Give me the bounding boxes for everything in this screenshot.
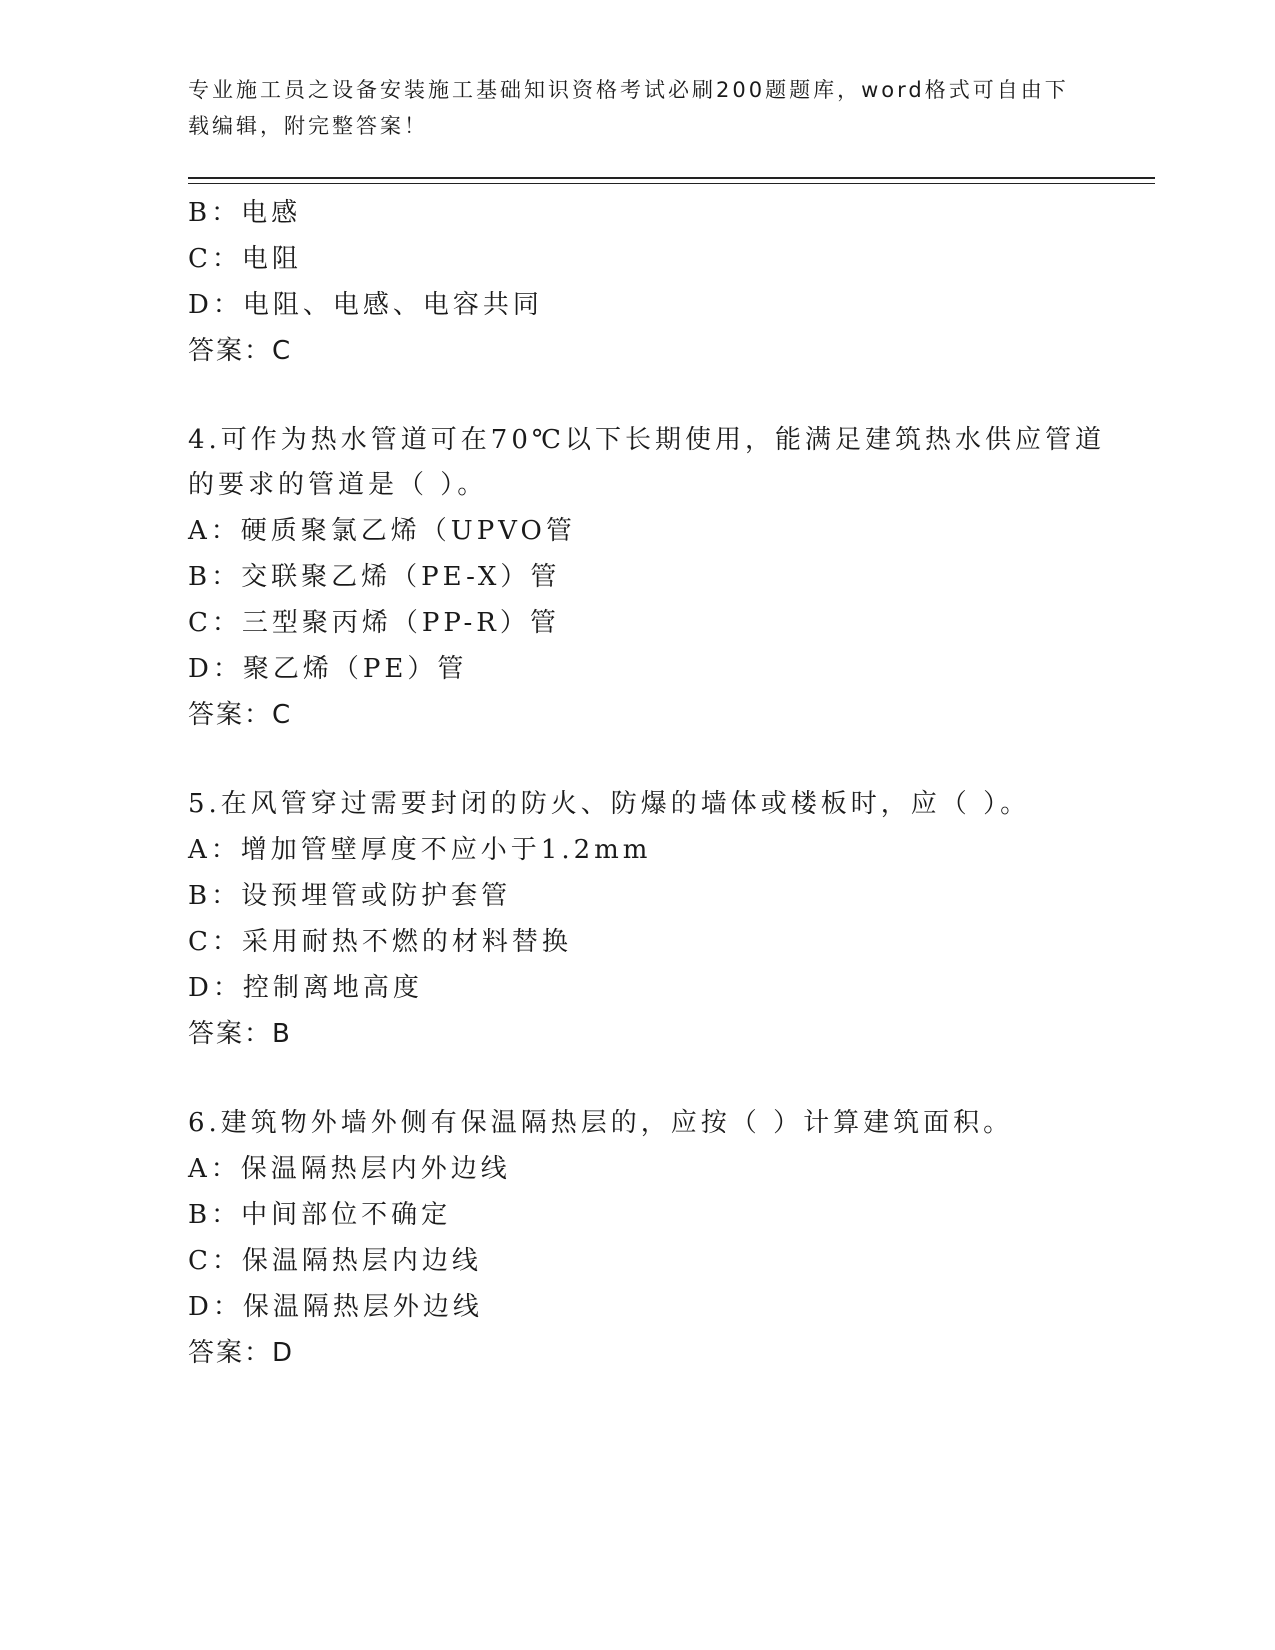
question-5 (188, 782, 1118, 1057)
header-rule-thick (188, 177, 1155, 179)
question-stem: 6.建筑物外墙外侧有保温隔热层的，应按（ ）计算建筑面积。 (188, 1108, 1014, 1138)
option-b: B：电感 (188, 198, 302, 228)
spacer (188, 374, 1118, 418)
option-a: A：硬质聚氯乙烯（UPVO管 (188, 516, 576, 546)
document-header: 专业施工员之设备安装施工基础知识资格考试必刷200题题库，word格式可自由下载编辑，附完整答案！ (188, 78, 1069, 138)
question-list (188, 190, 1118, 1376)
question-stem: 5.在风管穿过需要封闭的防火、防爆的墙体或楼板时，应（ ）。 (188, 789, 1031, 819)
option-a: A：保温隔热层内外边线 (188, 1154, 511, 1184)
question-6 (188, 1101, 1118, 1376)
answer: 答案：C (188, 336, 293, 366)
question-stem: 4.可作为热水管道可在70℃以下长期使用，能满足建筑热水供应管道的要求的管道是（ ）。 (188, 425, 1105, 500)
answer: 答案：D (188, 1338, 295, 1368)
spacer (188, 1057, 1118, 1101)
question-3 (188, 190, 1118, 374)
answer: 答案：B (188, 1019, 292, 1049)
header-rule-thin (188, 183, 1155, 184)
option-c: C：保温隔热层内边线 (188, 1246, 482, 1276)
spacer (188, 738, 1118, 782)
option-b: B：交联聚乙烯（PE-X）管 (188, 562, 561, 592)
option-b: B：中间部位不确定 (188, 1200, 452, 1230)
option-a: A：增加管壁厚度不应小于1.2mm (188, 835, 652, 865)
option-b: B：设预埋管或防护套管 (188, 881, 512, 911)
option-c: C：电阻 (188, 244, 302, 274)
option-d: D：聚乙烯（PE）管 (188, 654, 468, 684)
option-d: D：电阻、电感、电容共同 (188, 290, 543, 320)
option-c: C：采用耐热不燃的材料替换 (188, 927, 572, 957)
question-4 (188, 418, 1118, 738)
option-d: D：控制离地高度 (188, 973, 423, 1003)
option-c: C：三型聚丙烯（PP-R）管 (188, 608, 560, 638)
answer: 答案：C (188, 700, 293, 730)
option-d: D：保温隔热层外边线 (188, 1292, 483, 1322)
